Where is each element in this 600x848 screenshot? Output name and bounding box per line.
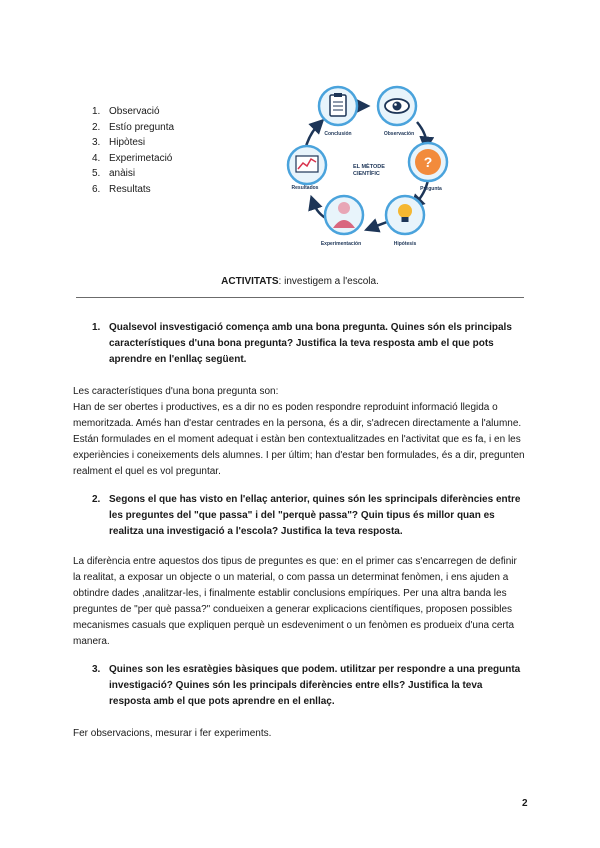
node-label: Pregunta — [420, 186, 442, 192]
activities-heading-rest: : investigem a l'escola. — [278, 276, 379, 287]
step-number: 5. — [92, 168, 101, 179]
chart-icon — [296, 156, 318, 172]
step-number: 3. — [92, 137, 101, 148]
answer-intro: Les característiques d'una bona pregunta son: — [73, 386, 279, 397]
list-item — [92, 104, 174, 120]
list-item — [92, 151, 174, 167]
list-item — [92, 166, 174, 182]
page-number: 2 — [522, 798, 528, 809]
question-1 — [92, 320, 526, 368]
scientist-icon — [338, 202, 350, 214]
step-label: Experimetació — [109, 152, 173, 164]
node-label: Experimentación — [320, 241, 362, 247]
question-number: 2. — [92, 494, 101, 505]
step-label: Observació — [109, 106, 160, 117]
node-label: Hipótesis — [393, 241, 417, 247]
step-label: anàisi — [109, 168, 136, 179]
question-number: 3. — [92, 664, 101, 675]
question-number: 1. — [92, 322, 101, 333]
question-text: Segons el que has visto en l'ellaç anterior, quines són les sprincipals diferències entre les preguntes del "que passa" i del "perquè passa"? Quin tipus és millor quan es realitza una investigació a l'escola? Justifica la teva resposta. — [109, 494, 521, 537]
list-item — [92, 182, 174, 198]
node-label: Conclusión — [324, 131, 352, 137]
node-experimentation — [321, 196, 363, 247]
answer-body: Han de ser obertes i productives, es a dir no es poden respondre reproduint informació llegida o memoritzada. Amés han d'estar centrades en la persona, és a dir, s'adrecen directamente a l'alumne. Están formulades en el moment adequat i estàn ben contextualitzades en l'activitat que es fa, i en les experiències i coneixements dels alumnes. I per últim; han d'estar ben formulades, és a dir, pregunten realment el quel es vol preguntar. — [73, 402, 525, 477]
diagram-center-line1: EL MÈTODE — [353, 164, 385, 170]
question-text: Qualsevol insvestigació comença amb una bona pregunta. Quines són els principals característiques d'una bona pregunta? Justifica la teva resposta amb el que pots aprendre en l'enllaç següent. — [109, 322, 512, 365]
cycle-arrow — [371, 222, 387, 228]
answer-1 — [73, 384, 527, 480]
list-item — [92, 120, 174, 136]
node-hypothesis — [386, 196, 424, 247]
answer-3: Fer observacions, mesurar i fer experiments. — [73, 728, 272, 739]
question-3 — [92, 662, 526, 710]
node-observation — [378, 87, 416, 137]
node-label: Observación — [383, 131, 415, 137]
node-conclusion — [319, 87, 357, 137]
method-steps-list — [92, 104, 174, 197]
cycle-arrow — [417, 122, 426, 144]
step-number: 1. — [92, 106, 101, 117]
node-results — [288, 146, 326, 191]
step-number: 4. — [92, 152, 101, 164]
svg-text:?: ? — [423, 154, 433, 170]
scientific-method-diagram — [283, 84, 451, 248]
question-2 — [92, 492, 526, 540]
step-label: Hipòtesi — [109, 137, 146, 148]
answer-2: La diferència entre aquestos dos tipus de preguntes es que: en el primer cas s'encarregen de definir la realitat, a exposar un objecte o un material, o com passa un determinat fenòmen, i ens ajuden a obtindre dades ,analitzar-les, i finalmente establir conclusions empíriques. Per una altra banda les preguntes de "per què passa?" condueixen a generar explicacions científiques, proposen possibles mecanismes casuals que expliquen perquè un esdeveniment o un fenòmen es produeix d'una certa manera. — [73, 556, 517, 647]
step-label: Estío pregunta — [109, 121, 175, 133]
step-number: 2. — [92, 121, 101, 133]
node-label: Resultados — [291, 185, 319, 191]
question-text: Quines son les esratègies bàsiques que podem. utilitzar per respondre a una pregunta investigació? Quines són les principals diferències entre ells? Justifica la teva resposta amb el que pots aprendre en el enllaç. — [109, 664, 521, 707]
diagram-center-line2: CIENTÍFIC — [353, 171, 380, 177]
activities-heading-bold: ACTIVITATS — [221, 276, 279, 287]
step-label: Resultats — [109, 183, 151, 195]
lightbulb-icon — [398, 204, 412, 218]
list-item — [92, 135, 174, 151]
step-number: 6. — [92, 183, 101, 195]
activities-heading — [0, 276, 600, 287]
divider — [76, 297, 524, 298]
